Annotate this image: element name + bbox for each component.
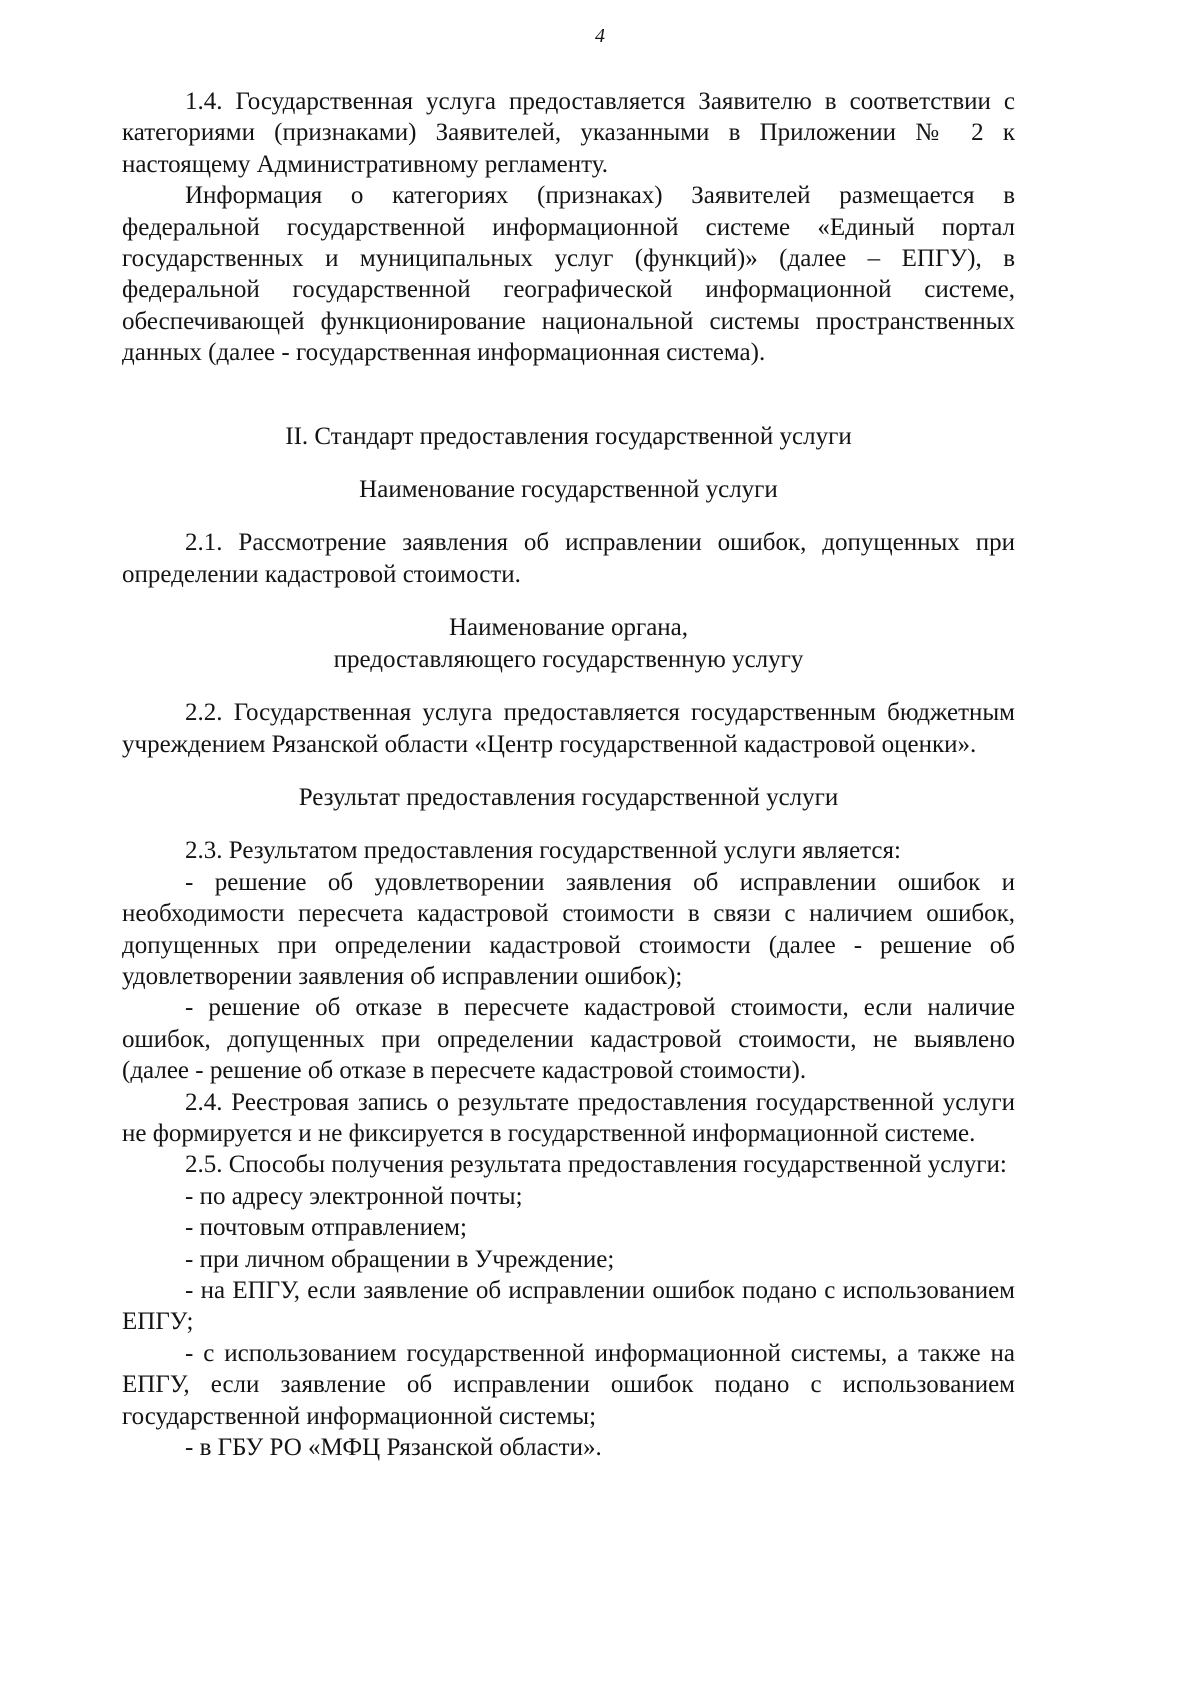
spacer bbox=[122, 813, 1015, 835]
paragraph-2-3-b: - решение об отказе в пересчете кадастровой стоимости, если наличие ошибок, допущенных при определении кадастровой стоимости, не выявлено (далее - решение об отказе в пересчете кадастровой стоимости). bbox=[122, 994, 1015, 1085]
paragraph-2-4: 2.4. Реестровая запись о результате предоставления государственной услуги не формируется и не фиксируется в государственной информационной системе. bbox=[122, 1088, 1015, 1147]
paragraph-2-5: 2.5. Способы получения результата предоставления государственной услуги: bbox=[185, 1151, 1007, 1179]
paragraph-2-3-a: - решение об удовлетворении заявления об исправлении ошибок и необходимости пересчета кадастровой стоимости в связи с наличием ошибок, допущенных при определении кадастровой стоимости (далее - решение об удовлетворении заявления об исправлении ошибок); bbox=[122, 868, 1015, 990]
spacer bbox=[122, 590, 1015, 612]
heading-organ-line-2: предоставляющего государственную услугу bbox=[333, 645, 804, 673]
paragraph-1-4: 1.4. Государственная услуга предоставляется Заявителю в соответствии с категориями (признаками) Заявителей, указанными в Приложении № 2 к настоящему Административному регламенту. bbox=[122, 88, 1015, 178]
list-item-post: - почтовым отправлением; bbox=[185, 1214, 467, 1242]
list-item-epgu: - на ЕПГУ, если заявление об исправлении ошибок подано с использованием ЕПГУ; bbox=[122, 1277, 1015, 1336]
heading-result: Результат предоставления государственной услуги bbox=[298, 783, 839, 811]
list-item-mfc: - в ГБУ РО «МФЦ Рязанской области». bbox=[185, 1434, 602, 1462]
list-item-gis: - с использованием государственной информационной системы, а также на ЕПГУ, если заявление об исправлении ошибок подано с использованием государственной информационной системы; bbox=[122, 1339, 1015, 1430]
list-item-email: - по адресу электронной почты; bbox=[185, 1182, 523, 1210]
paragraph-info: Информация о категориях (признаках) Заявителей размещается в федеральной государственной информационной системе «Единый портал государственных и муниципальных услуг (функций)» (далее – ЕПГУ), в федеральной государственной географической информационной системе, обеспечивающей функционирование национальной системы пространственных данных (далее - государственная информационная система). bbox=[122, 182, 1015, 367]
spacer bbox=[122, 505, 1015, 527]
spacer bbox=[122, 452, 1015, 474]
list-item-personal: - при личном обращении в Учреждение; bbox=[185, 1245, 615, 1273]
document-body bbox=[122, 86, 1015, 1463]
section-title: II. Стандарт предоставления государственной услуги bbox=[285, 422, 852, 450]
spacer bbox=[122, 760, 1015, 782]
page-number: 4 bbox=[595, 25, 605, 47]
paragraph-2-1: 2.1. Рассмотрение заявления об исправлении ошибок, допущенных при определении кадастровой стоимости. bbox=[122, 529, 1015, 588]
spacer bbox=[122, 675, 1015, 697]
spacer bbox=[122, 369, 1015, 421]
heading-service-name: Наименование государственной услуги bbox=[359, 476, 778, 504]
paragraph-2-2: 2.2. Государственная услуга предоставляется государственным бюджетным учреждением Рязанской области «Центр государственной кадастровой оценки». bbox=[122, 699, 1015, 758]
heading-organ-line-1: Наименование органа, bbox=[448, 614, 689, 642]
paragraph-2-3: 2.3. Результатом предоставления государственной услуги является: bbox=[185, 837, 901, 865]
